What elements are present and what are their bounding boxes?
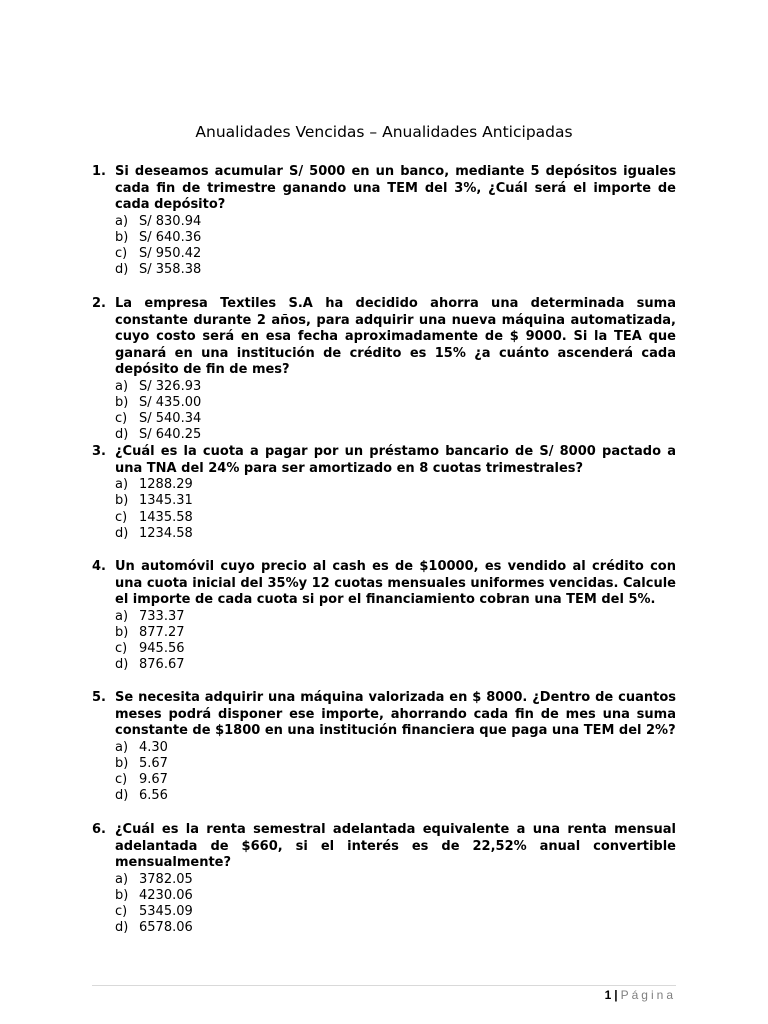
question-number: 6. — [92, 822, 106, 837]
answer-option-c — [115, 411, 676, 427]
answer-option-a — [115, 379, 676, 395]
answer-option-a — [115, 872, 676, 888]
answer-option-b — [115, 493, 676, 509]
page-title: Anualidades Vencidas – Anualidades Anticipadas — [195, 123, 573, 141]
option-value: 877.27 — [139, 624, 185, 640]
option-letter: c) — [115, 772, 128, 788]
answer-options — [115, 609, 676, 674]
option-value: S/ 830.94 — [139, 213, 202, 229]
question-text: Un automóvil cuyo precio al cash es de $10000, es vendido al crédito con una cuota inicial del 35%y 12 cuotas mensuales uniformes vencidas. Calcule el importe de cada cuota si por el financiamiento cobran una TEM del 5%. — [115, 559, 676, 607]
option-value: S/ 435.00 — [139, 394, 202, 410]
answer-option-a — [115, 740, 676, 756]
answer-option-d — [115, 526, 676, 542]
answer-option-a — [115, 609, 676, 625]
option-letter: d) — [115, 262, 129, 278]
option-letter: b) — [115, 755, 129, 771]
option-letter: a) — [115, 739, 129, 755]
option-letter: b) — [115, 887, 129, 903]
answer-option-c — [115, 641, 676, 657]
option-letter: d) — [115, 788, 129, 804]
question-4 — [92, 559, 676, 674]
question-1 — [92, 164, 676, 279]
option-value: 1345.31 — [139, 493, 193, 509]
answer-option-b — [115, 756, 676, 772]
option-letter: b) — [115, 229, 129, 245]
answer-options — [115, 379, 676, 444]
option-value: 945.56 — [139, 641, 185, 657]
option-value: 4230.06 — [139, 887, 193, 903]
answer-options — [115, 214, 676, 279]
answer-option-b — [115, 625, 676, 641]
question-number: 5. — [92, 690, 106, 705]
option-value: 1234.58 — [139, 525, 193, 541]
option-letter: d) — [115, 920, 129, 936]
option-letter: a) — [115, 477, 129, 492]
answer-option-b — [115, 888, 676, 904]
option-letter: c) — [115, 411, 128, 427]
option-letter: a) — [115, 378, 129, 394]
footer-divider — [92, 985, 676, 986]
footer-separator: | — [614, 988, 618, 1002]
question-text: ¿Cuál es la renta semestral adelantada equivalente a una renta mensual adelantada de $660, si el interés es de 22,52% anual convertible mensualmente? — [115, 822, 676, 870]
option-letter: a) — [115, 608, 129, 624]
option-letter: a) — [115, 871, 129, 887]
question-number: 4. — [92, 559, 106, 574]
option-value: 9.67 — [139, 772, 168, 788]
answer-options — [115, 477, 676, 542]
answer-option-c — [115, 904, 676, 920]
question-number: 1. — [92, 164, 106, 179]
option-value: 1435.58 — [139, 509, 193, 525]
option-letter: c) — [115, 509, 128, 525]
answer-option-d — [115, 657, 676, 673]
option-letter: d) — [115, 525, 129, 541]
option-letter: b) — [115, 493, 129, 509]
option-value: S/ 540.34 — [139, 411, 202, 427]
question-6 — [92, 822, 676, 937]
answer-options — [115, 872, 676, 937]
option-letter: c) — [115, 641, 128, 657]
option-value: 6578.06 — [139, 920, 193, 936]
option-value: 3782.05 — [139, 871, 193, 887]
option-value: S/ 326.93 — [139, 378, 202, 394]
option-letter: d) — [115, 657, 129, 673]
question-text: Si deseamos acumular S/ 5000 en un banco, mediante 5 depósitos iguales cada fin de trimestre ganando una TEM del 3%, ¿Cuál será el importe de cada depósito? — [115, 164, 676, 212]
answer-option-a — [115, 214, 676, 230]
answer-option-c — [115, 510, 676, 526]
question-5 — [92, 690, 676, 805]
option-letter: c) — [115, 904, 128, 920]
question-2 — [92, 296, 676, 444]
answer-option-c — [115, 772, 676, 788]
answer-option-d — [115, 262, 676, 278]
question-text: Se necesita adquirir una máquina valorizada en $ 8000. ¿Dentro de cuantos meses podrá disponer ese importe, ahorrando cada fin de mes una suma constante de $1800 en una institución financiera que paga una TEM del 2%? — [115, 690, 676, 738]
answer-option-c — [115, 246, 676, 262]
option-value: 876.67 — [139, 657, 185, 673]
option-value: S/ 640.36 — [139, 229, 202, 245]
answer-options — [115, 740, 676, 805]
page-label: Página — [620, 988, 676, 1002]
option-letter: c) — [115, 246, 128, 262]
option-value: 4.30 — [139, 739, 168, 755]
question-text: La empresa Textiles S.A ha decidido ahorra una determinada suma constante durante 2 años, para adquirir una nueva máquina automatizada, cuyo costo será en esa fecha aproximadamente de $ 9000. Si la TEA que ganará en una institución de crédito es 15% ¿a cuánto ascenderá cada depósito de fin de mes? — [115, 296, 676, 377]
page-number: 1 — [604, 988, 612, 1002]
option-value: 6.56 — [139, 788, 168, 804]
answer-option-b — [115, 395, 676, 411]
answer-option-b — [115, 230, 676, 246]
option-value: S/ 358.38 — [139, 262, 202, 278]
option-value: S/ 950.42 — [139, 246, 202, 262]
option-value: 1288.29 — [139, 477, 193, 492]
answer-option-d — [115, 920, 676, 936]
option-letter: b) — [115, 624, 129, 640]
option-value: S/ 640.25 — [139, 427, 202, 443]
option-letter: a) — [115, 213, 129, 229]
answer-option-d — [115, 788, 676, 804]
option-letter: b) — [115, 394, 129, 410]
option-value: 733.37 — [139, 608, 185, 624]
answer-option-a — [115, 477, 676, 493]
answer-option-d — [115, 427, 676, 443]
question-number: 3. — [92, 444, 106, 459]
question-text: ¿Cuál es la cuota a pagar por un préstamo bancario de S/ 8000 pactado a una TNA del 24% para ser amortizado en 8 cuotas trimestrales? — [115, 444, 676, 476]
question-number: 2. — [92, 296, 106, 311]
page-footer — [605, 988, 676, 1002]
option-value: 5345.09 — [139, 904, 193, 920]
option-value: 5.67 — [139, 755, 168, 771]
question-3 — [92, 444, 676, 542]
option-letter: d) — [115, 427, 129, 443]
